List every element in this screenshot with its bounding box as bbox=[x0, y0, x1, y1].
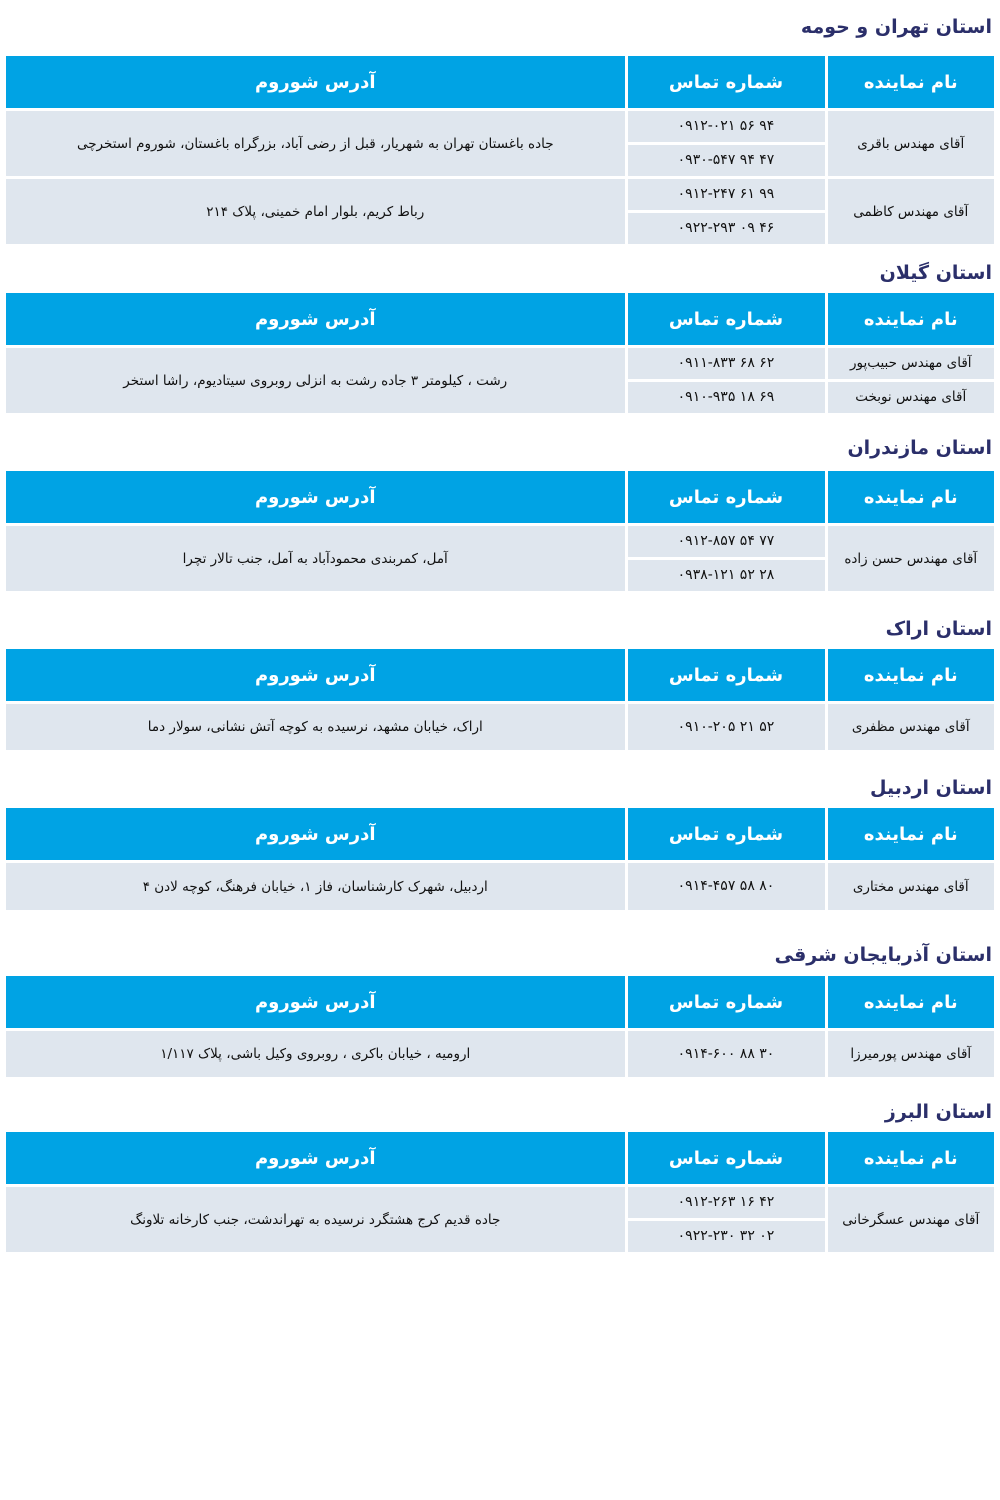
dealer-name: آقای مهندس حسن زاده bbox=[826, 525, 994, 593]
header-phone: شماره تماس bbox=[626, 649, 826, 703]
dealer-table-arak bbox=[6, 649, 994, 753]
header-address: آدرس شوروم bbox=[6, 293, 626, 347]
dealer-table-mazandaran bbox=[6, 471, 994, 594]
header-phone: شماره تماس bbox=[626, 808, 826, 862]
header-row bbox=[6, 649, 994, 703]
table-row bbox=[6, 1186, 994, 1254]
header-name: نام نماینده bbox=[826, 293, 994, 347]
header-row bbox=[6, 808, 994, 862]
section-title: استان مازندران bbox=[847, 437, 992, 459]
phone-number[interactable]: ۰۹۱۰-۹۳۵ ۱۸ ۶۹ bbox=[628, 379, 825, 413]
phone-number[interactable]: ۰۹۱۲-۸۵۷ ۵۴ ۷۷ bbox=[677, 533, 775, 549]
dealer-address: اراک، خیابان مشهد، نرسیده به کوچه آتش نشانی، سولار دما bbox=[6, 703, 626, 752]
header-row bbox=[6, 1132, 994, 1186]
dealer-name-line: آقای مهندس نوبخت bbox=[828, 379, 995, 413]
phone-cell bbox=[626, 347, 826, 415]
phone-cell bbox=[626, 1030, 826, 1079]
header-row bbox=[6, 293, 994, 347]
header-address: آدرس شوروم bbox=[6, 976, 626, 1030]
section-title: استان اردبیل bbox=[870, 777, 992, 799]
section-title: استان تهران و حومه bbox=[800, 16, 992, 38]
header-name: نام نماینده bbox=[826, 56, 994, 110]
header-address: آدرس شوروم bbox=[6, 56, 626, 110]
dealer-name-line: آقای مهندس حبیب‌پور bbox=[849, 355, 972, 371]
dealer-name: آقای مهندس عسگرخانی bbox=[826, 1186, 994, 1254]
table-row bbox=[6, 1030, 994, 1079]
phone-number[interactable]: ۰۹۲۲-۲۹۳ ۰۹ ۴۶ bbox=[628, 210, 825, 244]
dealer-address: رشت ، کیلومتر ۳ جاده رشت به انزلی روبروی سیتادیوم، راشا استخر bbox=[6, 347, 626, 415]
dealer-name: آقای مهندس مظفری bbox=[826, 703, 994, 752]
section-title: استان البرز bbox=[884, 1101, 992, 1123]
phone-number[interactable]: ۰۹۳۸-۱۲۱ ۵۲ ۲۸ bbox=[628, 557, 825, 591]
phone-cell bbox=[626, 110, 826, 178]
phone-number[interactable]: ۰۹۱۲-۰۲۱ ۵۶ ۹۴ bbox=[677, 118, 775, 134]
dealer-name: آقای مهندس پورمیرزا bbox=[826, 1030, 994, 1079]
dealer-table-alborz bbox=[6, 1132, 994, 1255]
phone-number[interactable]: ۰۹۱۲-۲۴۷ ۶۱ ۹۹ bbox=[677, 186, 775, 202]
dealer-table-ardabil bbox=[6, 808, 994, 913]
header-name: نام نماینده bbox=[826, 649, 994, 703]
header-phone: شماره تماس bbox=[626, 56, 826, 110]
header-address: آدرس شوروم bbox=[6, 808, 626, 862]
phone-number[interactable]: ۰۹۱۴-۴۵۷ ۵۸ ۸۰ bbox=[677, 878, 775, 894]
dealer-address: جاده باغستان تهران به شهریار، قبل از رضی آباد، بزرگراه باغستان، شوروم استخرچی bbox=[6, 110, 626, 178]
dealer-name: آقای مهندس باقری bbox=[826, 110, 994, 178]
dealer-table-tehran bbox=[6, 56, 994, 247]
section-title: استان اراک bbox=[885, 618, 992, 640]
dealer-address: رباط کریم، بلوار امام خمینی، پلاک ۲۱۴ bbox=[6, 178, 626, 246]
table-row bbox=[6, 862, 994, 912]
phone-number[interactable]: ۰۹۱۰-۲۰۵ ۲۱ ۵۲ bbox=[677, 718, 775, 735]
header-name: نام نماینده bbox=[826, 808, 994, 862]
dealer-address: ارومیه ، خیابان باکری ، روبروی وکیل باشی، پلاک ۱/۱۱۷ bbox=[6, 1030, 626, 1079]
dealer-address: جاده قدیم کرج هشتگرد نرسیده به تهراندشت، جنب کارخانه تلاونگ bbox=[6, 1186, 626, 1254]
phone-number[interactable]: ۰۹۳۰-۵۴۷ ۹۴ ۴۷ bbox=[628, 142, 825, 176]
phone-number[interactable]: ۰۹۱۲-۲۶۳ ۱۶ ۴۲ bbox=[677, 1194, 775, 1210]
table-row bbox=[6, 703, 994, 752]
header-address: آدرس شوروم bbox=[6, 471, 626, 525]
phone-number[interactable]: ۰۹۱۱-۸۳۳ ۶۸ ۶۲ bbox=[677, 355, 775, 371]
table-row bbox=[6, 178, 994, 246]
dealer-name: آقای مهندس کاظمی bbox=[826, 178, 994, 246]
header-row bbox=[6, 56, 994, 110]
phone-number[interactable]: ۰۹۲۲-۲۳۰ ۳۲ ۰۲ bbox=[628, 1218, 825, 1252]
section-title: استان آذربایجان شرقی bbox=[774, 944, 992, 966]
header-row bbox=[6, 471, 994, 525]
phone-cell bbox=[626, 178, 826, 246]
dealer-address: آمل، کمربندی محمودآباد به آمل، جنب تالار تچرا bbox=[6, 525, 626, 593]
dealer-address: اردبیل، شهرک کارشناسان، فاز ۱، خیابان فرهنگ، کوچه لادن ۴ bbox=[6, 862, 626, 912]
header-address: آدرس شوروم bbox=[6, 1132, 626, 1186]
phone-cell bbox=[626, 1186, 826, 1254]
header-phone: شماره تماس bbox=[626, 976, 826, 1030]
dealer-table-azarbaijan bbox=[6, 976, 994, 1080]
phone-cell bbox=[626, 703, 826, 752]
table-row bbox=[6, 347, 994, 415]
header-phone: شماره تماس bbox=[626, 293, 826, 347]
table-row bbox=[6, 110, 994, 178]
header-name: نام نماینده bbox=[826, 976, 994, 1030]
header-phone: شماره تماس bbox=[626, 471, 826, 525]
dealer-table-gilan bbox=[6, 293, 994, 416]
phone-cell bbox=[626, 862, 826, 912]
header-name: نام نماینده bbox=[826, 471, 994, 525]
table-row bbox=[6, 525, 994, 593]
header-name: نام نماینده bbox=[826, 1132, 994, 1186]
phone-number[interactable]: ۰۹۱۴-۶۰۰ ۸۸ ۳۰ bbox=[677, 1045, 775, 1062]
header-row bbox=[6, 976, 994, 1030]
dealer-name: آقای مهندس مختاری bbox=[826, 862, 994, 912]
section-title: استان گیلان bbox=[879, 262, 992, 284]
phone-cell bbox=[626, 525, 826, 593]
dealer-name bbox=[826, 347, 994, 415]
header-phone: شماره تماس bbox=[626, 1132, 826, 1186]
header-address: آدرس شوروم bbox=[6, 649, 626, 703]
